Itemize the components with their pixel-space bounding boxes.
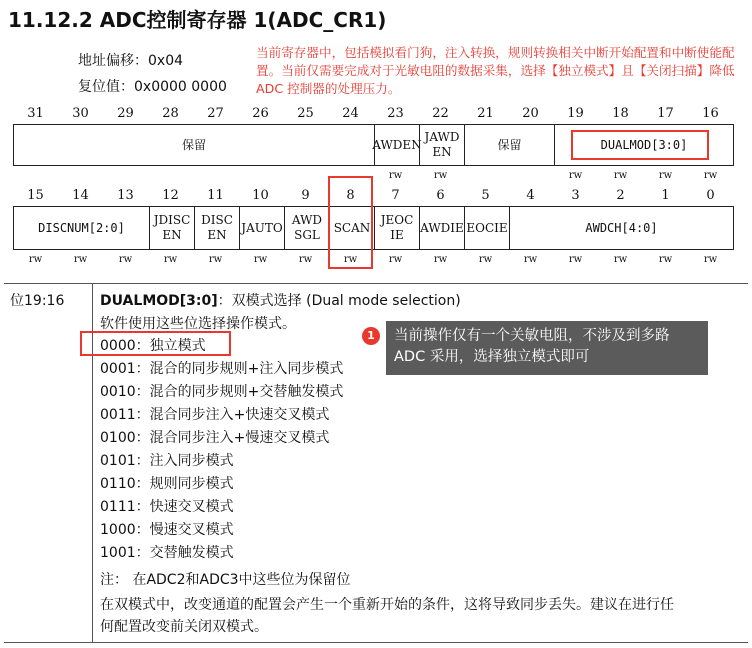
reserved-note: 注： 在ADC2和ADC3中这些位为保留位: [100, 572, 351, 588]
access-label: rw: [568, 170, 583, 181]
dualmod-highlight-box: [571, 130, 709, 160]
mode-item: 0111：快速交叉模式: [100, 499, 234, 515]
bit-number: 3: [571, 188, 580, 203]
bit-number: 17: [657, 106, 674, 121]
access-label: rw: [613, 254, 628, 265]
mode-item: 0110：规则同步模式: [100, 476, 234, 492]
bit-number: 15: [27, 188, 44, 203]
field-scan: SCAN: [329, 207, 374, 249]
bit-number: 12: [162, 188, 179, 203]
bit-number: 28: [162, 106, 179, 121]
access-label: rw: [388, 254, 403, 265]
field-intro: 软件使用这些位选择操作模式。: [100, 316, 296, 332]
bit-number: 7: [391, 188, 400, 203]
mode-item: 1000：慢速交叉模式: [100, 522, 234, 538]
field-heading-text: ：双模式选择 (Dual mode selection): [217, 293, 461, 309]
field-awdie: AWDIE: [419, 207, 464, 249]
bit-number: 30: [72, 106, 89, 121]
field-jauto: JAUTO: [239, 207, 284, 249]
bit-number: 24: [342, 106, 359, 121]
access-label: rw: [703, 254, 718, 265]
access-label: rw: [658, 170, 673, 181]
bit-number: 18: [612, 106, 629, 121]
bit-number: 11: [207, 188, 224, 203]
mode-item: 0000：独立模式: [100, 338, 206, 354]
bit-number: 21: [477, 106, 494, 121]
access-label: rw: [28, 254, 43, 265]
address-offset: 地址偏移：0x04: [78, 53, 184, 69]
access-label: rw: [433, 170, 448, 181]
bit-number: 29: [117, 106, 134, 121]
bit-number: 22: [432, 106, 449, 121]
field-dualmod: DUALMOD[3:0]: [554, 125, 733, 165]
access-label: rw: [388, 170, 403, 181]
page-title: 11.12.2 ADC控制寄存器 1(ADC_CR1): [8, 8, 387, 32]
bit-number: 0: [706, 188, 715, 203]
access-label: rw: [343, 254, 358, 265]
reset-value: 复位值：0x0000 0000: [78, 79, 227, 95]
bit-number: 6: [436, 188, 445, 203]
field-reserved-high: 保留: [181, 137, 206, 152]
access-label: rw: [703, 170, 718, 181]
field-heading: [100, 290, 461, 310]
field-awdch: AWDCH[4:0]: [509, 207, 733, 249]
bit-number: 20: [522, 106, 539, 121]
callout-line: 当前操作仅有一个关敏电阻，不涉及到多路: [394, 328, 670, 344]
callout-line: ADC 采用，选择独立模式即可: [394, 349, 590, 365]
independent-mode-highlight-box: [80, 331, 231, 356]
bit-number: 16: [702, 106, 719, 121]
annotation-note: 当前寄存器中，包括模拟看门狗，注入转换，规则转换相关中断开始配置和中断使能配置。当前仅需要完成对于光敏电阻的数据采集，选择【独立模式】且【关闭扫描】降低 ADC 控制器的处理压力。: [256, 45, 735, 96]
access-label: rw: [298, 254, 313, 265]
mode-item: 0001：混合的同步规则+注入同步模式: [100, 361, 344, 377]
field-heading-name: DUALMOD[3:0]: [100, 293, 218, 309]
bit-number: 31: [27, 106, 44, 121]
access-label: rw: [433, 254, 448, 265]
bit-number: 27: [207, 106, 224, 121]
field-awdsgl: AWD SGL: [284, 207, 329, 249]
access-label: rw: [478, 254, 493, 265]
bit-number: 1: [661, 188, 670, 203]
register-lower: [13, 206, 734, 250]
bit-number: 10: [252, 188, 269, 203]
field-discen: DISC EN: [194, 207, 239, 249]
bits-range: 位19:16: [10, 293, 65, 309]
field-eocie: EOCIE: [464, 207, 509, 249]
callout-box: [386, 321, 708, 375]
field-jeocie: JEOC IE: [374, 207, 419, 249]
access-label: rw: [568, 254, 583, 265]
bit-number: 5: [481, 188, 490, 203]
bit-number: 9: [301, 188, 310, 203]
paragraph-line: 在双模式中，改变通道的配置会产生一个重新开始的条件，这将导致同步丢失。建议在进行任: [100, 597, 674, 613]
access-label: rw: [118, 254, 133, 265]
access-label: rw: [73, 254, 88, 265]
bit-number: 19: [567, 106, 584, 121]
mode-item: 0100：混合同步注入+慢速交叉模式: [100, 430, 330, 446]
mode-item: 0010：混合的同步规则+交替触发模式: [100, 384, 344, 400]
bit-number: 26: [252, 106, 269, 121]
field-discnum: DISCNUM[2:0]: [38, 220, 125, 235]
access-label: rw: [208, 254, 223, 265]
paragraph-line: 何配置改变前关闭双模式。: [100, 619, 268, 635]
bit-number: 25: [297, 106, 314, 121]
mode-item: 1001：交替触发模式: [100, 545, 234, 561]
field-reserved-mid: 保留: [464, 125, 554, 165]
access-label: rw: [253, 254, 268, 265]
mode-item: 0101：注入同步模式: [100, 453, 234, 469]
bit-number: 4: [526, 188, 535, 203]
field-jawden: JAWD EN: [419, 125, 464, 165]
access-label: rw: [658, 254, 673, 265]
access-label: rw: [523, 254, 538, 265]
bit-number: 14: [72, 188, 89, 203]
bit-number: 8: [346, 188, 355, 203]
bit-number: 23: [387, 106, 404, 121]
callout-number-badge: 1: [362, 327, 380, 345]
field-awden: AWDEN: [374, 125, 419, 165]
bit-number: 13: [117, 188, 134, 203]
mode-item: 0011：混合同步注入+快速交叉模式: [100, 407, 330, 423]
bit-number: 2: [616, 188, 625, 203]
field-jdiscen: JDISC EN: [149, 207, 194, 249]
access-label: rw: [613, 170, 628, 181]
access-label: rw: [163, 254, 178, 265]
